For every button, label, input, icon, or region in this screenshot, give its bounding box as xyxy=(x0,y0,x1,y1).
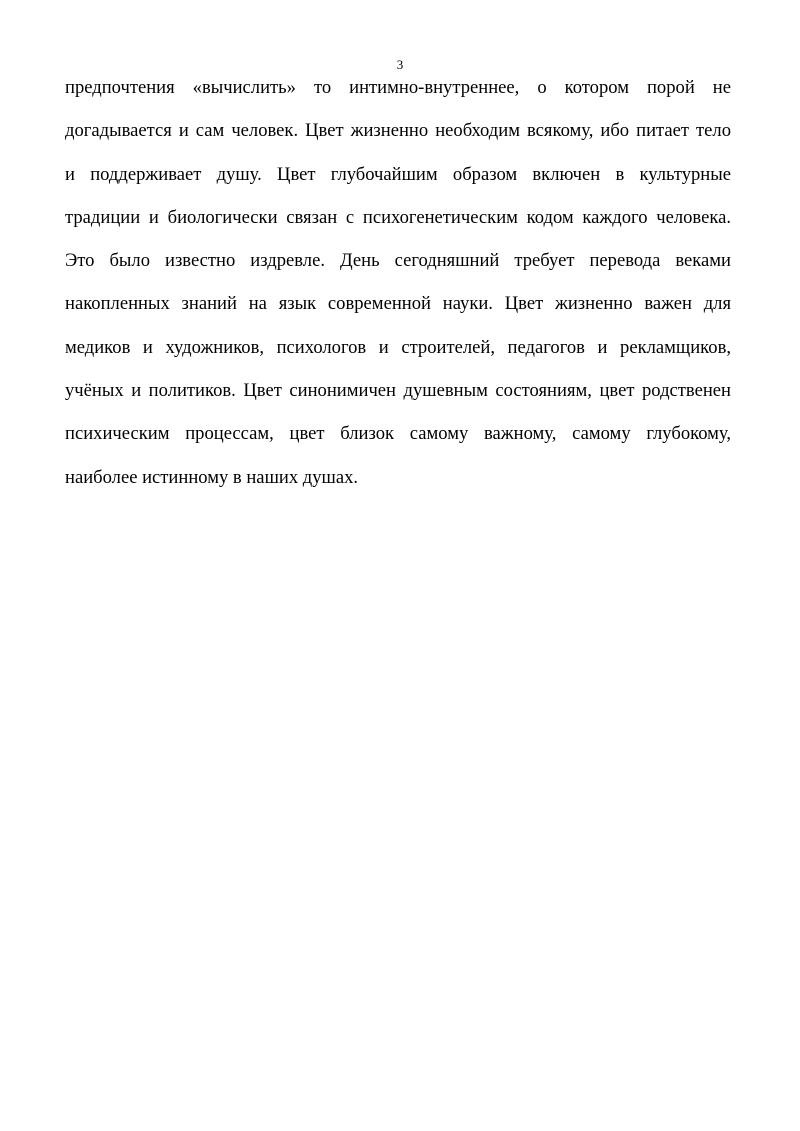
paragraph-line: медиков и художников, психологов и строителей, педагогов и рекламщиков, xyxy=(65,336,731,358)
paragraph-line: наиболее истинному в наших душах. xyxy=(65,466,359,488)
paragraph-line: накопленных знаний на язык современной науки. Цвет жизненно важен для xyxy=(65,293,731,315)
paragraph-line: психическим процессам, цвет близок самому важному, самому глубокому, xyxy=(65,423,731,445)
paragraph-line: догадывается и сам человек. Цвет жизненно необходим всякому, ибо питает тело xyxy=(65,120,731,142)
paragraph-line: Это было известно издревле. День сегодняшний требует перевода веками xyxy=(65,250,731,272)
body-paragraph xyxy=(65,72,731,505)
paragraph-line: и поддерживает душу. Цвет глубочайшим образом включен в культурные xyxy=(65,163,731,185)
paragraph-line: учёных и политиков. Цвет синонимичен душевным состояниям, цвет родственен xyxy=(65,380,731,402)
page-number: 3 xyxy=(396,57,404,72)
paragraph-line: предпочтения «вычислить» то интимно-внутреннее, о котором порой не xyxy=(65,77,731,98)
paragraph-line: традиции и биологически связан с психогенетическим кодом каждого человека. xyxy=(65,206,731,228)
